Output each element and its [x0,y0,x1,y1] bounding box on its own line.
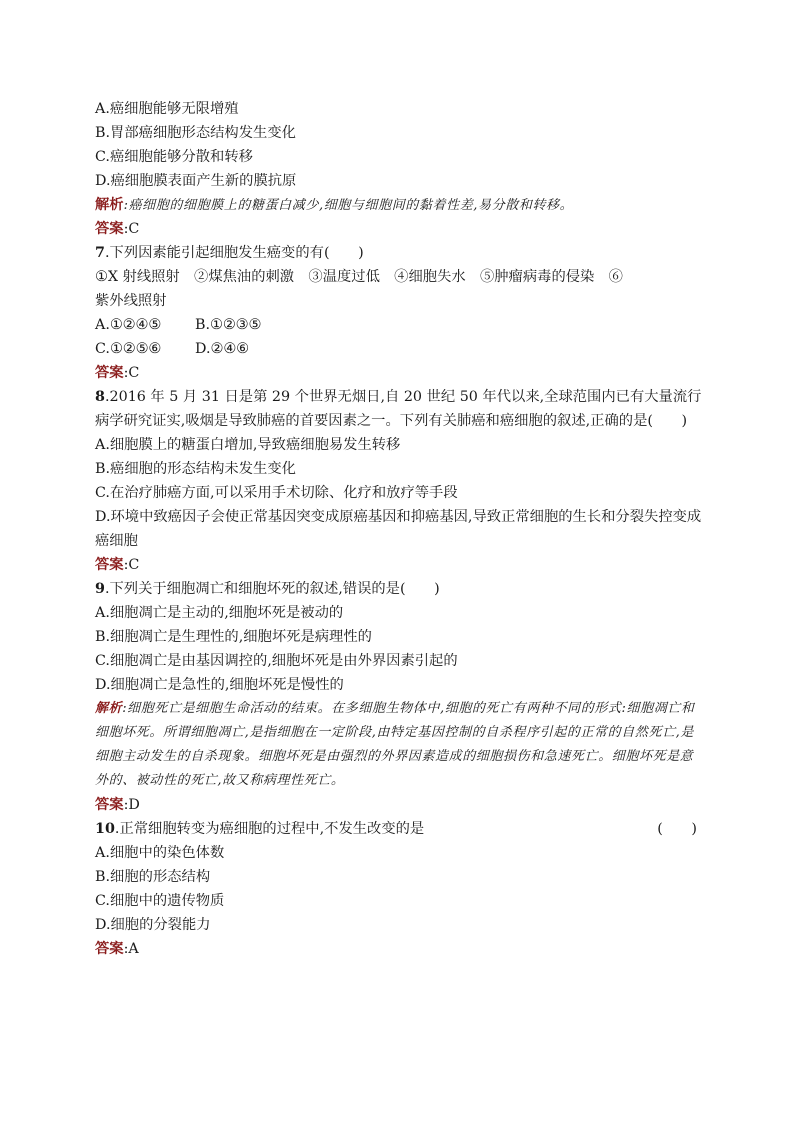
q10-answer [95,937,705,961]
answer-label: 答案 [95,221,124,237]
answer-value: :C [123,365,140,381]
q7-stem [95,241,705,265]
q8-option-d: D.环境中致癌因子会使正常基因突变成原癌基因和抑癌基因,导致正常细胞的生长和分裂失控变成癌细胞 [95,509,702,549]
q7-items-line-1: ①X 射线照射 ②煤焦油的刺激 ③温度过低 ④细胞失水 ⑤肿瘤病毒的侵染 ⑥ [95,269,623,285]
q9-option-d: D.细胞凋亡是急性的,细胞坏死是慢性的 [95,677,344,693]
q9-answer [95,793,705,817]
q9-option-b: B.细胞凋亡是生理性的,细胞坏死是病理性的 [95,629,372,645]
q7-options-row-1 [95,313,705,337]
q8-answer [95,553,705,577]
document-page [95,97,705,961]
question-number: 8 [95,389,105,405]
answer-value: :A [123,941,139,957]
answer-label: 答案 [95,941,124,957]
answer-label: 答案 [95,797,124,813]
explanation-label: 解析 [95,701,123,716]
q6-option-d: D.癌细胞膜表面产生新的膜抗原 [95,173,297,189]
question-text: .2016 年 5 月 31 日是第 29 个世界无烟日,自 20 世纪 50 年代以来,全球范围内已有大量流行病学研究证实,吸烟是导致肺癌的首要因素之一。下列有关肺癌和癌细胞的叙述,正确的是( ) [95,389,702,429]
q9-explanation [95,697,705,793]
q8-option-c: C.在治疗肺癌方面,可以采用手术切除、化疗和放疗等手段 [95,485,458,501]
q7-answer [95,361,705,385]
q9-option-a: A.细胞凋亡是主动的,细胞坏死是被动的 [95,605,344,621]
answer-blank: ( ) [657,821,697,837]
q7-option-d: D.②④⑥ [195,341,249,357]
q7-option-c: C.①②⑤⑥ [95,341,162,357]
question-text: .下列关于细胞凋亡和细胞坏死的叙述,错误的是( ) [104,581,440,597]
q7-option-b: B.①②③⑤ [195,317,262,333]
question-text: .下列因素能引起细胞发生癌变的有( ) [104,245,364,261]
answer-label: 答案 [95,557,124,573]
q10-option-b: B.细胞的形态结构 [95,869,211,885]
q6-answer [95,217,705,241]
explanation-text: :癌细胞的细胞膜上的糖蛋白减少,细胞与细胞间的黏着性差,易分散和转移。 [123,198,574,213]
q8-stem [95,385,705,433]
question-number: 9 [95,581,105,597]
question-number: 10 [95,821,115,837]
answer-value: :C [123,221,140,237]
answer-label: 答案 [95,365,124,381]
q10-option-d: D.细胞的分裂能力 [95,917,211,933]
q7-items-line-2: 紫外线照射 [95,293,167,309]
q6-option-a: A.癌细胞能够无限增殖 [95,101,239,117]
q8-option-a: A.细胞膜上的糖蛋白增加,导致癌细胞易发生转移 [95,437,401,453]
q7-option-a: A.①②④⑤ [95,317,162,333]
answer-value: :C [123,557,140,573]
question-text: .正常细胞转变为癌细胞的过程中,不发生改变的是 [114,821,425,837]
q9-stem [95,577,705,601]
question-number: 7 [95,245,105,261]
q10-stem [95,817,705,841]
q9-option-c: C.细胞凋亡是由基因调控的,细胞坏死是由外界因素引起的 [95,653,458,669]
q6-option-c: C.癌细胞能够分散和转移 [95,149,253,165]
q7-options-row-2 [95,337,705,361]
q6-option-b: B.胃部癌细胞形态结构发生变化 [95,125,296,141]
q10-option-c: C.细胞中的遗传物质 [95,893,225,909]
q10-option-a: A.细胞中的染色体数 [95,845,225,861]
q8-option-b: B.癌细胞的形态结构未发生变化 [95,461,296,477]
explanation-label: 解析 [95,197,124,213]
answer-value: :D [123,797,140,813]
explanation-text: :细胞死亡是细胞生命活动的结束。在多细胞生物体中,细胞的死亡有两种不同的形式:细胞凋亡和细胞坏死。所谓细胞凋亡,是指细胞在一定阶段,由特定基因控制的自杀程序引起的正常的自然死亡,是细胞主动发生的自杀现象。细胞坏死是由强烈的外界因素造成的细胞损伤和急速死亡。细胞坏死是意外的、被动性的死亡,故又称病理性死亡。 [95,701,695,788]
q6-explanation [95,193,705,217]
